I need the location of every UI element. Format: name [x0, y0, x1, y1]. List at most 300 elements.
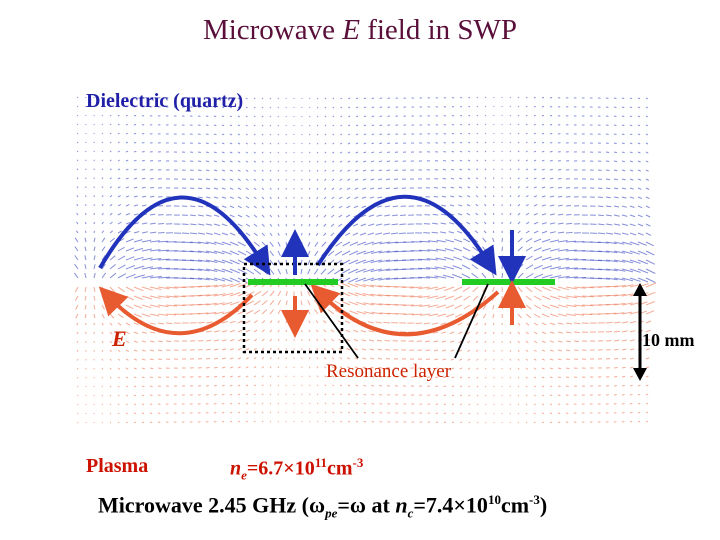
field-vector: [347, 358, 350, 359]
field-vector: [222, 161, 225, 162]
field-vector: [126, 178, 129, 179]
field-vector: [361, 224, 366, 226]
field-vector: [110, 314, 114, 318]
field-vector: [222, 421, 224, 422]
field-vector: [534, 106, 536, 107]
field-vector: [526, 323, 529, 325]
field-vector: [630, 98, 632, 99]
field-vector: [467, 341, 470, 343]
field-vector: [331, 224, 334, 227]
field-vector: [102, 386, 103, 387]
field-vector: [558, 395, 560, 396]
field-vector: [364, 116, 366, 117]
field-vector: [77, 368, 78, 369]
field-vector: [238, 125, 240, 126]
field-vector: [214, 413, 216, 414]
field-vector: [443, 178, 446, 179]
field-vector: [278, 269, 281, 274]
field-vector: [348, 107, 350, 108]
field-vector: [198, 152, 201, 153]
field-vector: [387, 152, 390, 153]
field-vector: [254, 321, 258, 323]
field-vector: [206, 377, 209, 378]
field-vector: [484, 222, 486, 224]
field-vector: [317, 125, 318, 126]
field-vector: [459, 187, 462, 188]
field-vector: [364, 143, 366, 144]
field-vector: [400, 224, 407, 225]
field-vector: [198, 215, 204, 216]
field-vector: [518, 422, 519, 423]
field-vector: [77, 178, 78, 179]
field-vector: [198, 161, 201, 162]
field-vector: [246, 367, 248, 368]
field-vector: [317, 367, 318, 368]
field-vector: [477, 160, 479, 161]
field-vector: [314, 291, 318, 296]
field-vector: [214, 358, 218, 359]
field-vector: [254, 269, 261, 274]
field-vector: [598, 206, 603, 207]
field-vector: [77, 151, 78, 152]
field-vector: [222, 206, 226, 208]
field-vector: [444, 395, 446, 396]
field-vector: [278, 376, 279, 377]
field-vector: [324, 197, 326, 199]
field-vector: [230, 152, 232, 153]
field-vector: [262, 321, 265, 324]
field-vector: [262, 116, 263, 117]
field-vector: [614, 215, 620, 216]
field-vector: [606, 170, 610, 171]
field-vector: [646, 125, 648, 126]
field-vector: [331, 339, 334, 341]
field-vector: [378, 197, 383, 198]
field-vector: [468, 142, 470, 143]
field-vector: [630, 170, 633, 171]
field-vector: [118, 160, 120, 161]
field-vector: [542, 404, 544, 405]
field-vector: [361, 340, 366, 341]
field-vector: [469, 115, 471, 116]
field-vector: [126, 142, 128, 143]
field-vector: [246, 310, 253, 314]
field-vector: [534, 332, 537, 334]
field-vector: [452, 422, 454, 423]
field-vector: [278, 300, 281, 305]
field-vector: [606, 188, 610, 189]
field-vector: [254, 107, 255, 108]
field-vector: [198, 233, 205, 234]
field-vector: [452, 133, 454, 134]
field-vector: [638, 143, 640, 144]
field-vector: [485, 404, 486, 405]
field-vector: [558, 214, 563, 215]
field-vector: [345, 321, 350, 323]
field-vector: [77, 422, 78, 423]
field-vector: [510, 422, 511, 423]
field-vector: [468, 133, 470, 134]
field-vector: [278, 394, 279, 395]
field-vector: [118, 213, 121, 215]
field-vector: [606, 224, 612, 225]
field-vector: [118, 377, 120, 378]
field-vector: [317, 215, 319, 217]
field-vector: [309, 348, 310, 350]
field-vector: [270, 116, 271, 117]
field-vector: [270, 310, 274, 314]
field-vector: [614, 233, 621, 234]
field-vector: [214, 125, 216, 126]
field-vector: [518, 314, 522, 318]
field-vector: [270, 321, 272, 324]
field-vector: [134, 196, 138, 197]
field-vector: [622, 188, 626, 189]
field-vector: [134, 187, 137, 188]
field-vector: [380, 107, 382, 108]
field-vector: [222, 331, 227, 332]
field-vector: [158, 377, 161, 378]
field-vector: [476, 332, 478, 334]
field-vector: [550, 178, 553, 179]
field-vector: [270, 348, 272, 350]
field-vector: [158, 359, 162, 360]
field-vector: [310, 143, 311, 144]
field-vector: [286, 251, 287, 256]
field-vector: [214, 134, 216, 135]
field-vector: [238, 358, 241, 359]
field-vector: [77, 359, 78, 361]
field-vector: [254, 125, 255, 126]
field-vector: [198, 206, 203, 207]
field-vector: [371, 385, 374, 386]
field-vector: [166, 323, 172, 324]
field-vector: [451, 359, 454, 360]
field-vector: [370, 358, 374, 359]
field-vector: [485, 160, 486, 161]
field-vector: [126, 323, 130, 325]
field-vector: [118, 296, 124, 300]
field-vector: [638, 116, 640, 117]
field-vector: [262, 339, 264, 341]
field-vector: [534, 169, 536, 170]
field-vector: [317, 143, 318, 144]
field-vector: [333, 98, 334, 99]
field-vector: [534, 178, 537, 179]
field-vector: [206, 368, 210, 369]
field-vector: [332, 197, 334, 199]
field-vector: [102, 133, 103, 134]
field-vector: [286, 242, 287, 246]
field-vector: [270, 385, 271, 386]
field-vector: [325, 385, 326, 386]
field-vector: [348, 98, 350, 99]
field-vector: [518, 247, 523, 251]
field-vector: [102, 404, 103, 405]
field-vector: [468, 359, 470, 360]
field-vector: [134, 377, 136, 378]
field-vector: [356, 421, 358, 422]
field-vector: [126, 296, 134, 300]
field-vector: [308, 251, 310, 256]
field-vector: [420, 241, 430, 242]
field-vector: [270, 376, 271, 377]
field-vector: [442, 196, 446, 197]
field-vector: [254, 242, 260, 246]
field-vector: [310, 125, 311, 126]
field-vector: [348, 412, 350, 413]
field-vector: [238, 394, 240, 395]
field-vector: [238, 215, 242, 217]
field-vector: [214, 179, 218, 180]
field-vector: [341, 116, 343, 117]
field-vector: [630, 394, 633, 395]
field-vector: [134, 350, 137, 351]
field-vector: [493, 314, 494, 318]
field-vector: [85, 287, 86, 292]
field-vector: [126, 187, 129, 188]
field-vector: [445, 249, 454, 251]
field-vector: [451, 169, 454, 170]
field-vector: [416, 323, 423, 324]
field-vector: [377, 206, 382, 207]
field-vector: [542, 196, 546, 197]
field-vector: [454, 239, 462, 242]
field-vector: [94, 231, 95, 233]
field-vector: [630, 358, 634, 359]
field-vector: [126, 151, 128, 152]
field-vector: [270, 412, 271, 413]
field-vector: [118, 133, 120, 134]
field-vector: [466, 222, 470, 224]
field-vector: [453, 266, 462, 269]
field-vector: [230, 116, 232, 117]
field-vector: [646, 116, 648, 117]
field-vector: [150, 377, 153, 378]
field-vector: [364, 394, 366, 395]
field-vector: [622, 197, 626, 198]
field-vector: [332, 170, 334, 171]
field-vector: [534, 205, 537, 206]
field-vector: [614, 206, 619, 207]
field-vector: [566, 223, 572, 224]
field-vector: [278, 321, 279, 323]
field-vector: [444, 386, 447, 387]
field-vector: [238, 376, 241, 377]
field-vector: [182, 224, 189, 225]
field-vector: [353, 224, 358, 226]
field-vector: [558, 359, 562, 360]
field-vector: [340, 161, 342, 162]
field-vector: [370, 188, 374, 189]
field-vector: [142, 395, 144, 396]
field-vector: [558, 422, 560, 423]
field-vector: [222, 116, 224, 117]
field-vector: [542, 422, 544, 423]
field-vector: [550, 404, 552, 405]
field-vector: [262, 161, 263, 162]
field-vector: [372, 98, 374, 99]
field-vector: [110, 124, 111, 125]
field-vector: [468, 377, 470, 378]
field-vector: [230, 143, 232, 144]
field-vector: [369, 340, 374, 341]
field-vector: [485, 377, 486, 378]
field-vector: [333, 116, 334, 117]
field-vector: [518, 97, 519, 98]
field-vector: [485, 359, 486, 361]
field-vector: [254, 197, 256, 199]
field-vector: [254, 367, 256, 368]
field-vector: [348, 143, 350, 144]
field-vector: [102, 273, 106, 278]
field-vector: [463, 256, 470, 260]
field-vector: [310, 421, 311, 422]
field-vector: [630, 367, 633, 368]
field-vector: [451, 178, 454, 179]
field-vector: [518, 231, 521, 233]
field-vector: [286, 339, 287, 341]
field-vector: [614, 224, 620, 225]
field-vector: [102, 115, 103, 116]
field-vector: [222, 125, 224, 126]
field-vector: [542, 296, 551, 300]
field-vector: [377, 215, 383, 216]
field-vector: [369, 215, 374, 217]
field-vector: [246, 170, 248, 171]
field-vector: [246, 403, 248, 404]
field-vector: [309, 197, 310, 199]
field-vector: [510, 359, 511, 361]
field-vector: [646, 188, 649, 190]
field-vector: [622, 107, 624, 108]
field-vector: [436, 404, 438, 405]
field-vector: [510, 386, 511, 387]
field-vector: [278, 143, 279, 144]
field-vector: [134, 404, 136, 405]
field-vector: [126, 124, 128, 125]
field-vector: [442, 341, 446, 342]
field-vector: [558, 386, 561, 387]
field-vector: [493, 238, 495, 242]
field-vector: [286, 233, 287, 235]
field-vector: [317, 421, 318, 422]
field-vector: [460, 413, 462, 414]
field-vector: [325, 98, 326, 99]
field-vector: [385, 206, 390, 207]
field-vector: [328, 269, 334, 274]
field-vector: [467, 196, 470, 197]
field-vector: [238, 421, 240, 422]
field-vector: [206, 134, 209, 135]
field-vector: [246, 134, 248, 135]
field-vector: [262, 301, 267, 306]
field-vector: [355, 179, 358, 180]
field-vector: [94, 255, 95, 260]
field-vector: [85, 314, 86, 318]
field-vector: [214, 188, 218, 189]
field-vector: [310, 403, 311, 404]
field-vector: [469, 97, 471, 98]
field-vector: [270, 269, 274, 274]
field-vector: [238, 179, 241, 180]
field-vector: [315, 242, 318, 247]
field-vector: [118, 124, 120, 125]
field-vector: [324, 224, 326, 227]
field-vector: [262, 357, 264, 359]
field-vector: [630, 206, 635, 208]
field-vector: [622, 224, 628, 226]
field-vector: [432, 323, 438, 324]
field-vector: [317, 403, 318, 404]
field-vector: [230, 134, 232, 135]
field-vector: [574, 323, 580, 324]
field-vector: [542, 133, 544, 134]
field-vector: [126, 386, 128, 387]
field-vector: [336, 242, 342, 246]
field-vector: [477, 395, 478, 396]
field-vector: [278, 98, 279, 99]
field-vector: [566, 206, 571, 207]
field-vector: [518, 195, 520, 197]
field-vector: [126, 266, 135, 270]
field-vector: [476, 187, 478, 188]
field-vector: [102, 213, 103, 215]
field-vector: [102, 178, 103, 179]
field-vector: [558, 341, 562, 342]
field-vector: [493, 195, 494, 197]
field-vector: [254, 224, 257, 227]
field-vector: [270, 330, 272, 332]
field-vector: [246, 421, 248, 422]
field-vector: [262, 421, 263, 422]
field-vector: [476, 213, 479, 215]
field-vector: [387, 170, 391, 171]
field-vector: [638, 170, 641, 171]
field-vector: [379, 143, 382, 144]
field-vector: [542, 395, 544, 396]
field-vector: [246, 376, 248, 377]
field-vector: [142, 377, 145, 378]
field-vector: [638, 98, 640, 99]
field-vector: [77, 97, 78, 98]
field-vector: [550, 395, 552, 396]
field-vector: [230, 349, 234, 350]
field-vector: [150, 359, 154, 360]
field-vector: [325, 403, 326, 404]
field-vector: [317, 134, 318, 135]
field-vector: [75, 264, 78, 269]
field-vector: [518, 305, 522, 309]
field-vector: [238, 367, 241, 368]
field-vector: [317, 98, 318, 99]
field-vector: [383, 233, 390, 234]
field-vector: [134, 359, 137, 360]
field-vector: [460, 115, 462, 116]
field-vector: [118, 287, 125, 292]
field-vector: [214, 395, 217, 396]
field-vector: [340, 188, 343, 190]
field-vector: [262, 188, 264, 190]
field-vector: [646, 134, 648, 135]
field-vector: [534, 422, 536, 423]
field-vector: [198, 179, 202, 180]
field-vector: [254, 394, 256, 395]
field-vector: [493, 231, 494, 233]
field-vector: [76, 314, 78, 318]
field-vector: [622, 152, 625, 153]
field-vector: [324, 348, 326, 350]
